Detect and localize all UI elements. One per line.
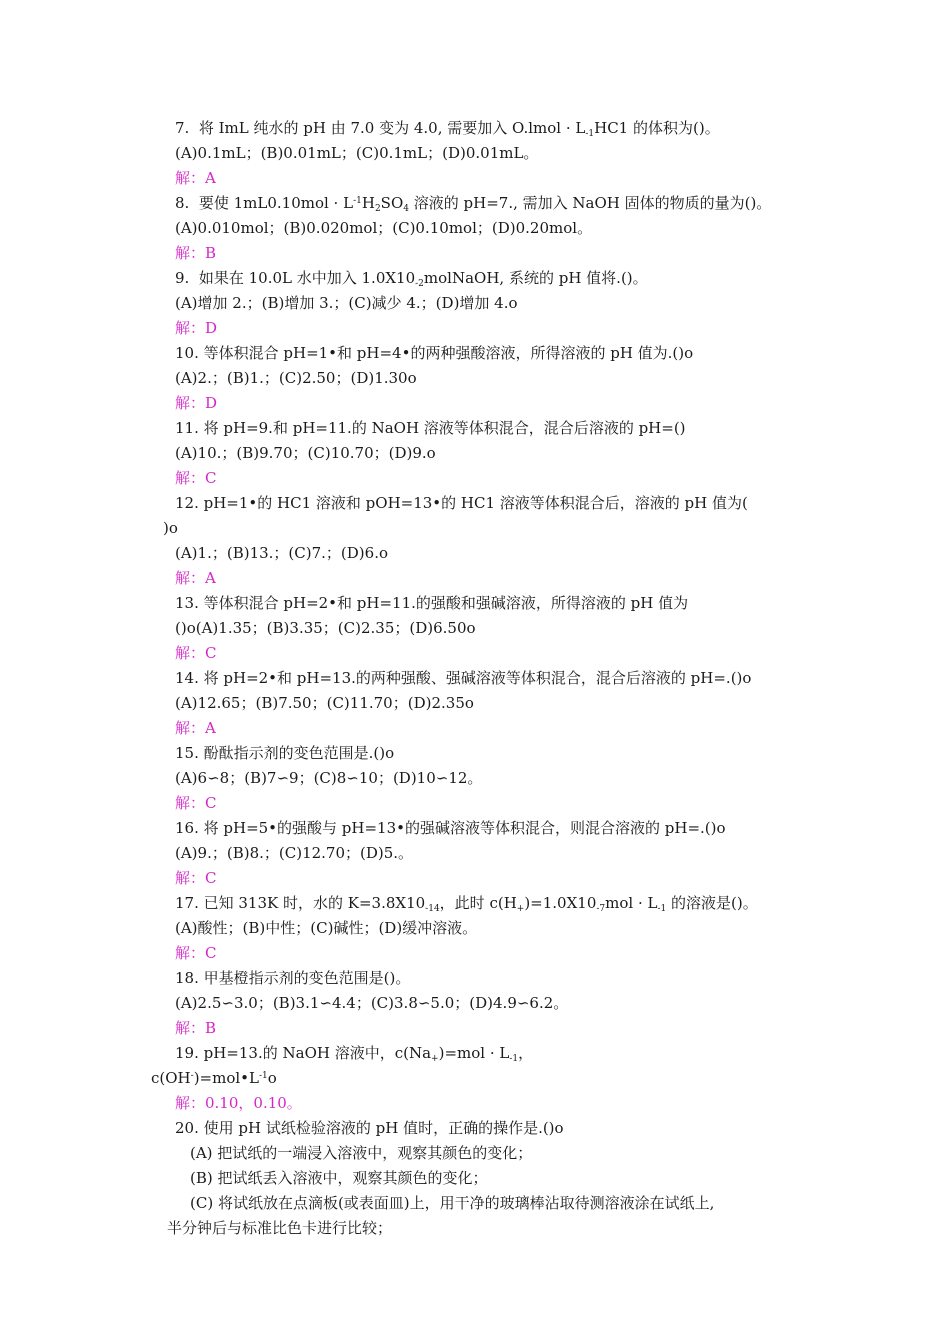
answer-16: 解：C xyxy=(175,869,217,887)
options-11: (A)10.；(B)9.70；(C)10.70；(D)9.o xyxy=(175,444,436,462)
answer-11: 解：C xyxy=(175,469,217,487)
options-8: (A)0.010mol；(B)0.020mol；(C)0.10mol；(D)0.20mol。 xyxy=(175,219,593,237)
question-16: 16. 将 pH=5•的强酸与 pH=13•的强碱溶液等体积混合，则混合溶液的 pH=.()o xyxy=(175,819,726,837)
options-7: (A)0.1mL；(B)0.01mL；(C)0.1mL；(D)0.01mL。 xyxy=(175,144,539,162)
options-9: (A)增加 2.；(B)增加 3.；(C)减少 4.；(D)增加 4.o xyxy=(175,294,518,312)
answer-10: 解：D xyxy=(175,394,218,412)
question-8: 8. 要使 $1mL0.10mol \cdot L^{-1}H_2SO_4$ 溶液的 pH=7., 需加入 NaOH 固体的物质的量为()。 xyxy=(175,194,772,214)
answer-13: 解：C xyxy=(175,644,217,662)
options-17: (A)酸性；(B)中性；(C)碱性；(D)缓冲溶液。 xyxy=(175,919,478,937)
answer-18: 解：B xyxy=(175,1019,217,1037)
question-9: 9. 如果在 10.0L 水中加入 $1.0X10_{-2}molNaOH$, 系统的 pH 值将.()。 xyxy=(175,269,648,289)
options-14: (A)12.65；(B)7.50；(C)11.70；(D)2.35o xyxy=(175,694,474,712)
options-15: (A)6∽8；(B)7∽9；(C)8∽10；(D)10∽12。 xyxy=(175,769,483,787)
option-20-b: (B) 把试纸丢入溶液中，观察其颜色的变化； xyxy=(190,1169,488,1187)
question-13: 13. 等体积混合 pH=2•和 pH=11.的强酸和强碱溶液，所得溶液的 pH 值为 xyxy=(175,594,689,612)
question-18: 18. 甲基橙指示剂的变色范围是()。 xyxy=(175,969,411,987)
question-19-continued: $c(OH^-)=mol•L^{-1}o$ xyxy=(151,1069,277,1087)
answer-9: 解：D xyxy=(175,319,218,337)
options-16: (A)9.；(B)8.；(C)12.70；(D)5.。 xyxy=(175,844,414,862)
question-17: 17. 已知 313K 时，水的 $K=3.8X10_{-14}$，此时 $c(H_+)=1.0X10_{-7}mol \cdot L_{-1}$ 的溶液是()。 xyxy=(175,894,758,914)
answer-7: 解：A xyxy=(175,169,216,187)
answer-8: 解：B xyxy=(175,244,217,262)
question-19: 19. pH=13.的 NaOH 溶液中，$c(Na_+)=mol \cdot L_{-1}$， xyxy=(175,1044,534,1064)
options-10: (A)2.；(B)1.；(C)2.50；(D)1.30o xyxy=(175,369,417,387)
question-12: 12. pH=1•的 HC1 溶液和 pOH=13•的 HC1 溶液等体积混合后，溶液的 pH 值为( xyxy=(175,494,748,512)
question-10: 10. 等体积混合 pH=1•和 pH=4•的两种强酸溶液，所得溶液的 pH 值为.()o xyxy=(175,344,694,362)
options-12: (A)1.；(B)13.；(C)7.；(D)6.o xyxy=(175,544,388,562)
option-20-c: (C) 将试纸放在点滴板(或表面皿)上，用干净的玻璃棒沾取待测溶液涂在试纸上, xyxy=(190,1194,715,1212)
question-11: 11. 将 pH=9.和 pH=11.的 NaOH 溶液等体积混合，混合后溶液的 pH=() xyxy=(175,419,686,437)
answer-12: 解：A xyxy=(175,569,216,587)
option-20-c-continued: 半分钟后与标准比色卡进行比较； xyxy=(167,1219,393,1237)
option-20-a: (A) 把试纸的一端浸入溶液中，观察其颜色的变化； xyxy=(190,1144,533,1162)
answer-15: 解：C xyxy=(175,794,217,812)
answer-17: 解：C xyxy=(175,944,217,962)
answer-19: 解：0.10，0.10。 xyxy=(175,1094,302,1112)
options-13: ()o(A)1.35；(B)3.35；(C)2.35；(D)6.50o xyxy=(175,619,476,637)
answer-14: 解：A xyxy=(175,719,216,737)
question-12-continued: )o xyxy=(163,519,178,537)
question-15: 15. 酚酞指示剂的变色范围是.()o xyxy=(175,744,395,762)
question-14: 14. 将 pH=2•和 pH=13.的两种强酸、强碱溶液等体积混合，混合后溶液的 pH=.()o xyxy=(175,669,752,687)
options-18: (A)2.5∽3.0；(B)3.1∽4.4；(C)3.8∽5.0；(D)4.9∽6.2。 xyxy=(175,994,569,1012)
question-20: 20. 使用 pH 试纸检验溶液的 pH 值时，正确的操作是.()o xyxy=(175,1119,564,1137)
question-7: 7. 将 ImL 纯水的 pH 由 7.0 变为 4.0, 需要加入 O.lmol · $L_{-1}HC1$ 的体积为()。 xyxy=(175,119,720,139)
